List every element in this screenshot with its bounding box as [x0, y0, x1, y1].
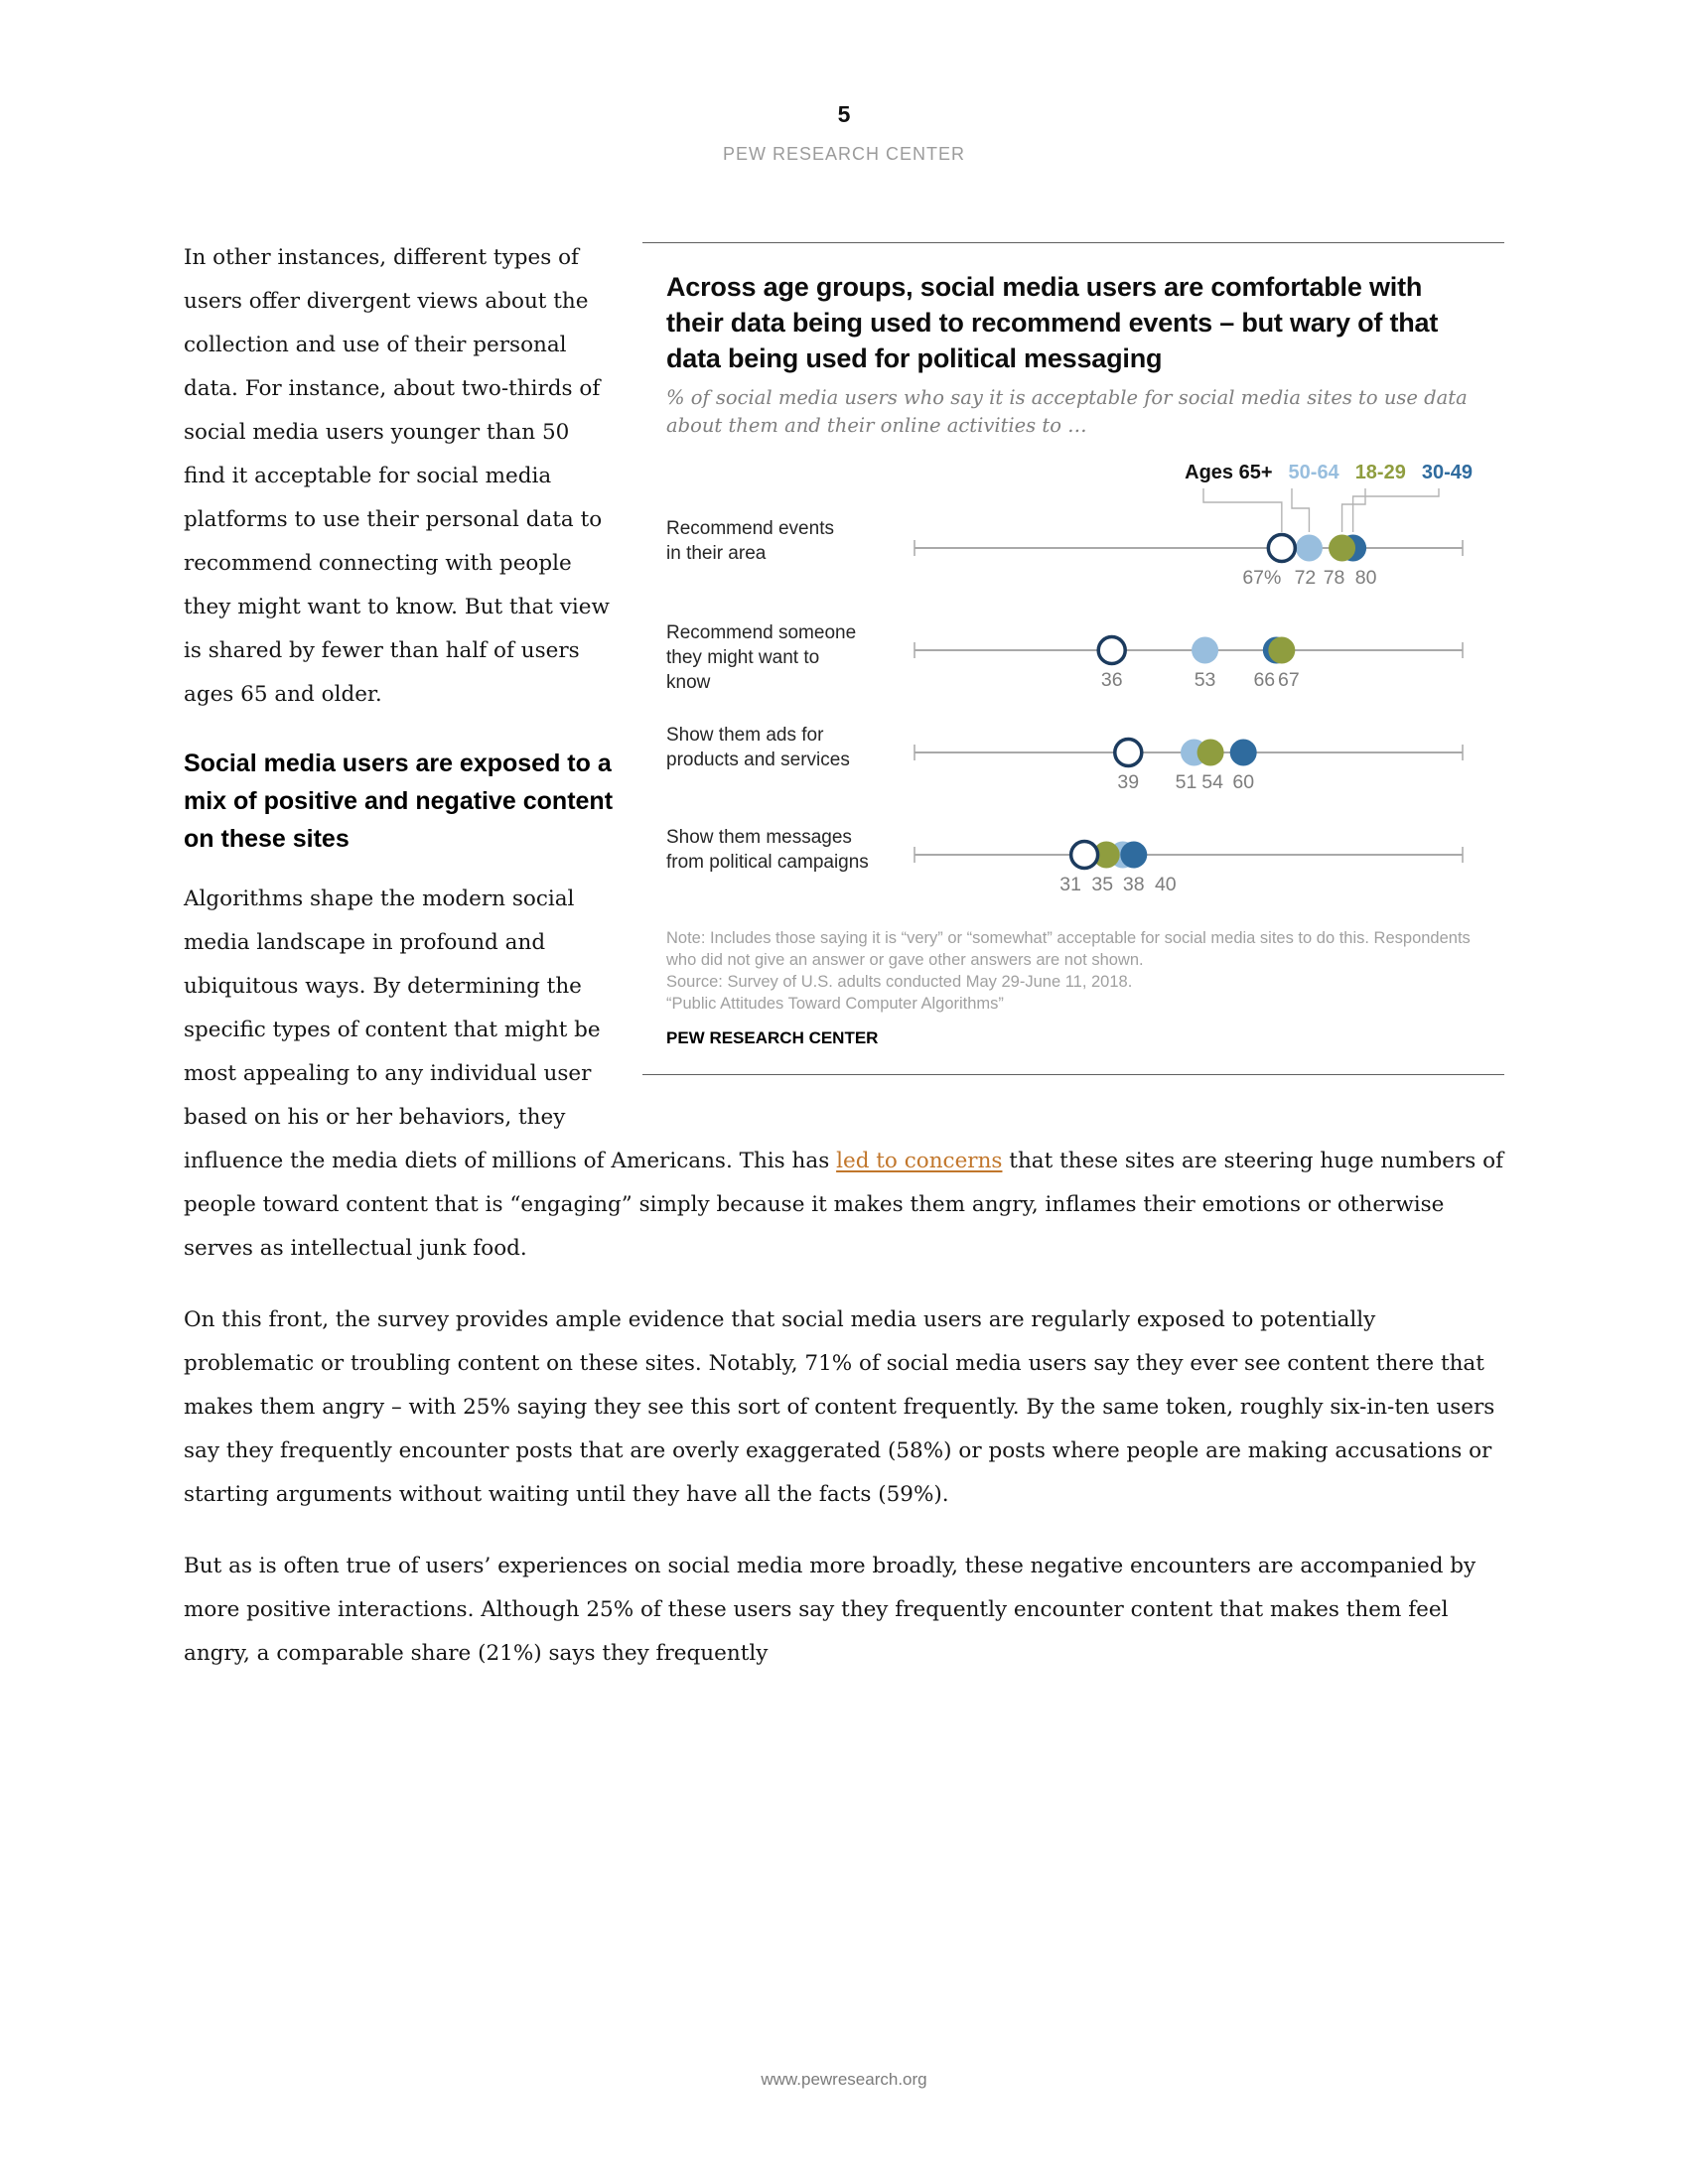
- chart-row: [666, 620, 1482, 704]
- value-label: 72: [1294, 567, 1317, 589]
- dot-ages-65: [1268, 535, 1295, 562]
- dot-18-29: [1329, 535, 1355, 562]
- paragraph-3: On this front, the survey provides ample evidence that social media users are regularly exposed to potentially problematic or troubling content on these sites. Notably, 71% of social media users say they ever see content there that makes them angry – with 25% saying they see this sort of content frequently. By the same token, roughly six-in-ten users say they frequently encounter posts that are overly exaggerated (58%) or posts where people are making accusations or starting arguments without waiting until they have all the facts (59%).: [184, 1307, 1495, 1507]
- chart-row: [666, 484, 1482, 602]
- paragraph-1: In other instances, different types of users offer divergent views about the collection and use of their personal data. For instance, about two-thirds of social media users younger than 50 find it acceptable for social media platforms to use their personal data to recommend connecting with people they might want to know. But that view is shared by fewer than half of users ages 65 and older.: [184, 245, 610, 707]
- legend-item-50-64: 50-64: [1288, 462, 1339, 483]
- dot-50-64: [1192, 637, 1218, 664]
- chart-rows: [666, 484, 1482, 908]
- row-label: Recommend events in their area: [666, 518, 834, 564]
- value-label: 66: [1253, 669, 1276, 691]
- value-label: 36: [1100, 669, 1123, 691]
- value-label: 39: [1117, 771, 1140, 793]
- legend-item-18-29: 18-29: [1354, 462, 1406, 483]
- paragraph-2-pre: Algorithms shape the modern social media landscape in profound and ubiquitous ways. By determining the specific types of content that might be most appealing to any individual user based on his or her behaviors, they influence the media diets of millions of Americans. This has: [184, 887, 837, 1173]
- dot-18-29: [1268, 637, 1295, 664]
- dot-plot-svg: [905, 723, 1482, 806]
- legend-leader-line: [1292, 488, 1309, 532]
- dot-plot-svg: [905, 825, 1482, 908]
- dot-50-64: [1296, 535, 1323, 562]
- value-label: 67%: [1242, 567, 1282, 589]
- page-header: [0, 0, 1688, 165]
- footer-url: www.pewresearch.org: [761, 2070, 927, 2089]
- value-label: 35: [1091, 874, 1114, 895]
- dot-plot: [666, 462, 1482, 908]
- dot-30-49: [1230, 740, 1257, 766]
- dot-30-49: [1120, 842, 1147, 869]
- source-text: Source: Survey of U.S. adults conducted May 29-June 11, 2018.: [666, 973, 1133, 991]
- note-text: Note: Includes those saying it is “very” or “somewhat” acceptable for social media sites to do this. Respondents who did not give an answer or gave other answers are not shown.: [666, 929, 1471, 969]
- dot-ages-65: [1098, 637, 1125, 664]
- value-label: 38: [1122, 874, 1145, 895]
- chart-legend: [666, 462, 1482, 484]
- value-label: 31: [1059, 874, 1081, 895]
- legend-item-ages-65: Ages 65+: [1185, 462, 1273, 483]
- paragraph-4: But as is often true of users’ experiences on social media more broadly, these negative encounters are accompanied by more positive interactions. Although 25% of these users say they frequently encounter content that makes them feel angry, a comparable share (21%) says they frequently: [184, 1554, 1477, 1666]
- legend-leader-line: [1203, 488, 1282, 532]
- chart-note: [666, 927, 1482, 1015]
- chart-subtitle: % of social media users who say it is acceptable for social media sites to use data about them and their online activities to …: [666, 386, 1468, 437]
- chart-row: [666, 825, 1482, 908]
- led-to-concerns-link[interactable]: led to concerns: [836, 1149, 1003, 1173]
- legend-item-30-49: 30-49: [1421, 462, 1473, 483]
- dot-ages-65: [1071, 842, 1098, 869]
- value-label: 67: [1277, 669, 1300, 691]
- dot-18-29: [1197, 740, 1224, 766]
- value-label: 40: [1154, 874, 1177, 895]
- row-label: Show them messages from political campaigns: [666, 827, 869, 873]
- header-org-name: PEW RESEARCH CENTER: [722, 144, 966, 164]
- report-title-text: “Public Attitudes Toward Computer Algorithms”: [666, 995, 1004, 1013]
- chart-brand: PEW RESEARCH CENTER: [666, 1028, 879, 1047]
- value-label: 60: [1232, 771, 1255, 793]
- value-label: 78: [1323, 567, 1345, 589]
- article-body: [184, 236, 1504, 1704]
- value-label: 51: [1175, 771, 1197, 793]
- paragraph-2-post: that these sites are steering huge numbers of people toward content that is “engaging” simply because it makes them angry, inflames their emotions or otherwise serves as intellectual junk food.: [184, 1149, 1504, 1261]
- value-label: 80: [1354, 567, 1377, 589]
- value-label: 53: [1194, 669, 1216, 691]
- dot-plot-svg: [905, 484, 1482, 602]
- value-label: 54: [1201, 771, 1223, 793]
- page-number: 5: [837, 101, 851, 127]
- row-label: Show them ads for products and services: [666, 725, 850, 770]
- chart-title: Across age groups, social media users are comfortable with their data being used to recommend events – but wary of that data being used for political messaging: [666, 272, 1439, 373]
- chart-card: [642, 242, 1504, 1075]
- dot-ages-65: [1115, 740, 1142, 766]
- section-heading: Social media users are exposed to a mix of positive and negative content on these sites: [184, 750, 614, 853]
- chart-row: [666, 723, 1482, 806]
- dot-plot-svg: [905, 620, 1482, 704]
- row-label: Recommend someone they might want to know: [666, 622, 857, 693]
